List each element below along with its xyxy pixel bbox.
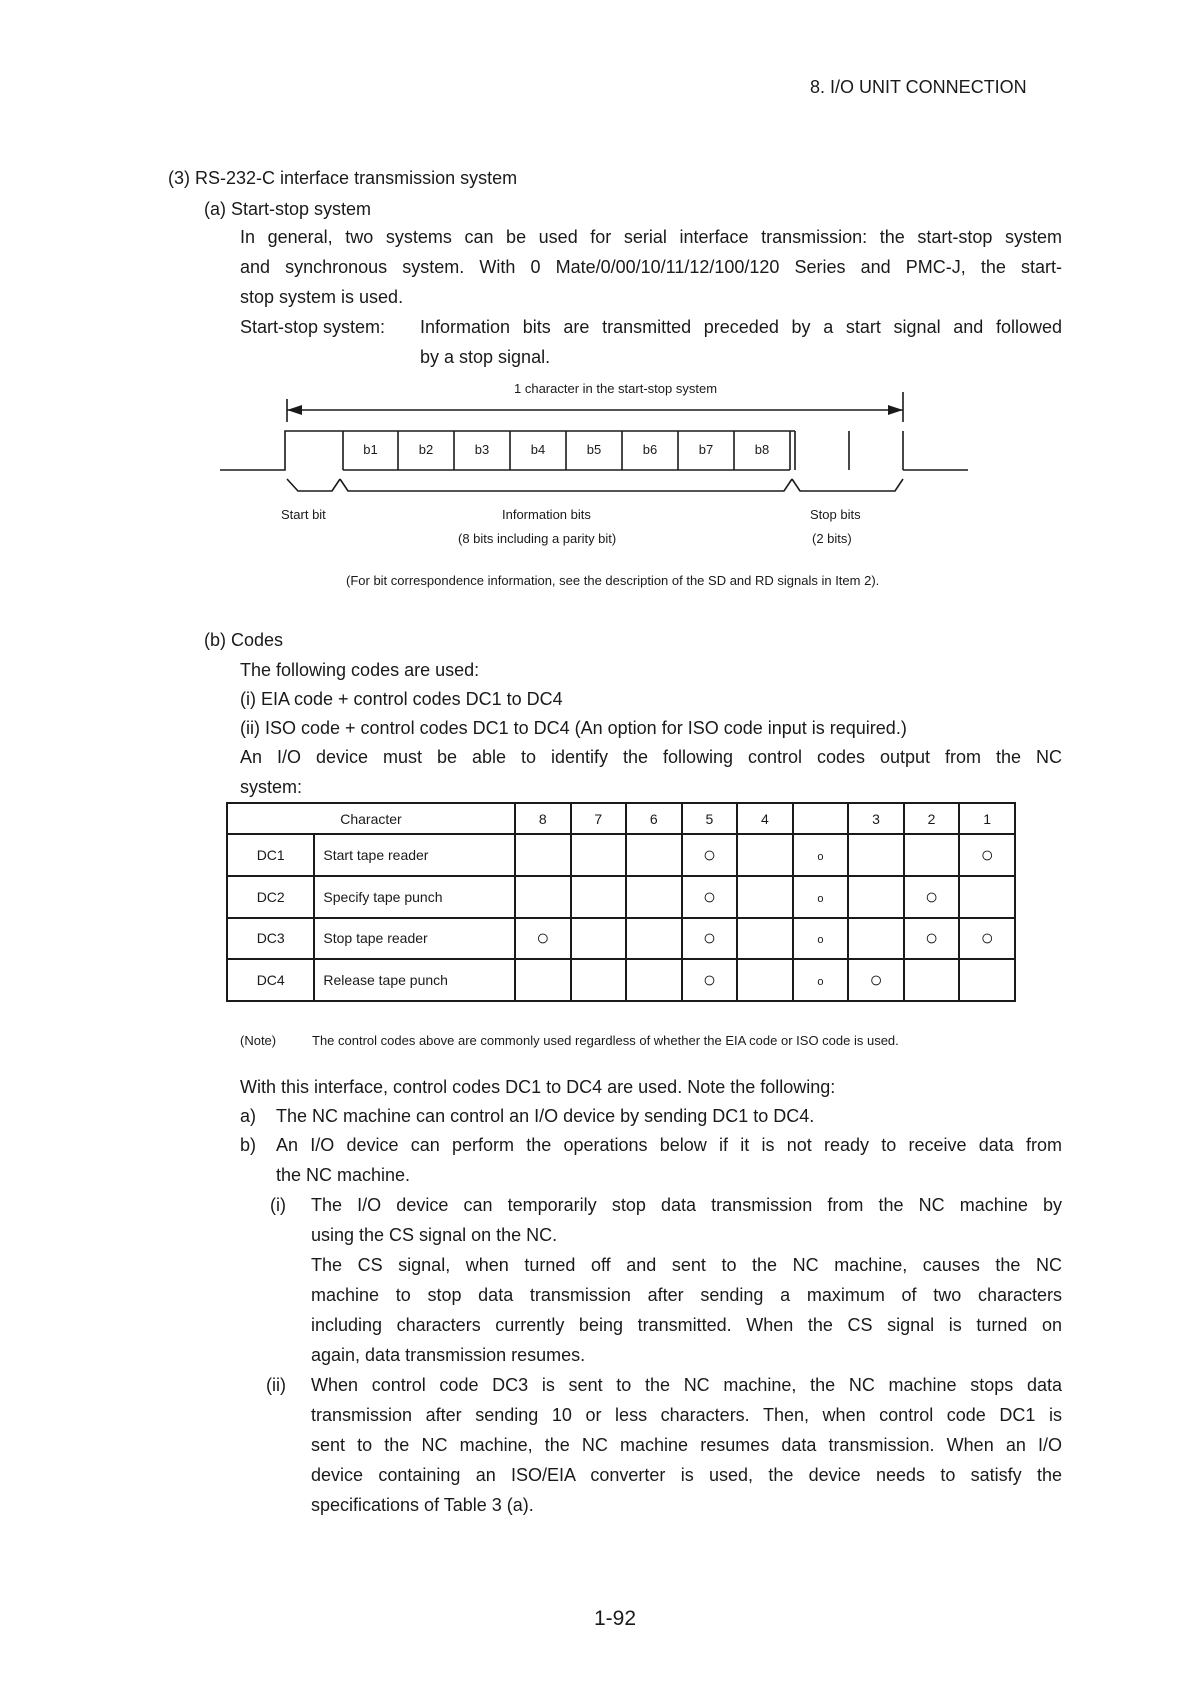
- bit-label: b2: [418, 442, 434, 457]
- list-item: (ii) ISO code + control codes DC1 to DC4 (An option for ISO code input is required.): [240, 718, 907, 738]
- paragraph-line: device containing an ISO/EIA converter is used, the device needs to satisfy the: [311, 1465, 1062, 1485]
- list-marker: b): [240, 1135, 257, 1155]
- bit-label: b4: [530, 442, 546, 457]
- feed-hole-mark: o: [817, 892, 824, 905]
- table-row: [227, 959, 1015, 1001]
- set-bit-mark: ○: [702, 883, 717, 909]
- bit-header: 3: [848, 803, 904, 834]
- set-bit-mark: ○: [924, 883, 939, 909]
- control-codes-table: [226, 802, 1016, 1002]
- list-item: The NC machine can control an I/O device by sending DC1 to DC4.: [276, 1106, 815, 1126]
- description-cell: Specify tape punch: [314, 876, 515, 918]
- paragraph-line: including characters currently being transmitted. When the CS signal is turned on: [311, 1315, 1062, 1335]
- set-bit-mark: ○: [869, 967, 883, 993]
- table-note-label: (Note): [240, 1033, 277, 1048]
- bit-label: b8: [754, 442, 770, 457]
- code-cell: DC1: [227, 834, 314, 876]
- page-number: 1-92: [594, 1607, 637, 1630]
- start-bit-label: Start bit: [281, 507, 326, 522]
- list-marker: (ii): [266, 1375, 286, 1395]
- subsection-b-title: (b) Codes: [204, 630, 284, 650]
- definition-text: by a stop signal.: [420, 347, 551, 367]
- paragraph-line: using the CS signal on the NC.: [311, 1225, 558, 1245]
- paragraph-line: With this interface, control codes DC1 to DC4 are used. Note the following:: [240, 1077, 836, 1097]
- table-row: [227, 918, 1015, 960]
- feed-hole-mark: o: [817, 976, 824, 989]
- description-cell: Stop tape reader: [314, 918, 515, 960]
- paragraph-line: transmission after sending 10 or less characters. Then, when control code DC1 is: [311, 1405, 1062, 1425]
- bit-label: b6: [642, 442, 658, 457]
- list-marker: a): [240, 1106, 257, 1126]
- paragraph-line: When control code DC3 is sent to the NC machine, the NC machine stops data: [311, 1375, 1062, 1395]
- paragraph-line: In general, two systems can be used for serial interface transmission: the start-stop system: [240, 227, 1062, 247]
- information-bits-label: Information bits: [502, 507, 591, 522]
- code-cell: DC4: [227, 959, 314, 1001]
- bit-label: b3: [474, 442, 490, 457]
- code-cell: DC3: [227, 918, 314, 960]
- list-item: (i) EIA code + control codes DC1 to DC4: [240, 689, 563, 709]
- bit-header: 1: [959, 803, 1015, 834]
- set-bit-mark: ○: [924, 925, 939, 951]
- paragraph-line: and synchronous system. With 0 Mate/0/00/10/11/12/100/120 Series and PMC-J, the start-: [240, 257, 1062, 277]
- running-header: 8. I/O UNIT CONNECTION: [810, 77, 1027, 97]
- set-bit-mark: ○: [980, 925, 994, 951]
- definition-label: Start-stop system:: [240, 317, 386, 337]
- paragraph-line: The I/O device can temporarily stop data transmission from the NC machine by: [311, 1195, 1062, 1215]
- list-item: the NC machine.: [276, 1165, 411, 1185]
- paragraph-line: again, data transmission resumes.: [311, 1345, 586, 1365]
- table-note-text: The control codes above are commonly used regardless of whether the EIA code or ISO code is used.: [312, 1033, 899, 1048]
- code-cell: DC2: [227, 876, 314, 918]
- stop-bits-note: (2 bits): [812, 531, 852, 546]
- paragraph-line: The CS signal, when turned off and sent to the NC machine, causes the NC: [311, 1255, 1062, 1275]
- description-cell: Start tape reader: [314, 834, 515, 876]
- stop-bits-label: Stop bits: [810, 507, 861, 522]
- information-bits-note: (8 bits including a parity bit): [458, 531, 617, 546]
- description-cell: Release tape punch: [314, 959, 515, 1001]
- definition-text: Information bits are transmitted preceded by a start signal and followed: [420, 317, 1062, 337]
- set-bit-mark: ○: [702, 842, 717, 868]
- bit-header: 7: [571, 803, 627, 834]
- section-title: (3) RS-232-C interface transmission system: [168, 168, 518, 188]
- set-bit-mark: ○: [702, 967, 717, 993]
- bit-header: 4: [737, 803, 793, 834]
- paragraph-line: machine to stop data transmission after sending a maximum of two characters: [311, 1285, 1062, 1305]
- paragraph-line: An I/O device must be able to identify the following control codes output from the NC: [240, 747, 1062, 767]
- paragraph-line: stop system is used.: [240, 287, 404, 307]
- paragraph-line: sent to the NC machine, the NC machine resumes data transmission. When an I/O: [311, 1435, 1062, 1455]
- diagram-span-label: 1 character in the start-stop system: [514, 381, 718, 396]
- list-item: An I/O device can perform the operations below if it is not ready to receive data from: [276, 1135, 1062, 1155]
- bit-label: b5: [586, 442, 602, 457]
- paragraph-line: specifications of Table 3 (a).: [311, 1495, 534, 1515]
- feed-hole-mark: o: [817, 934, 824, 947]
- set-bit-mark: ○: [536, 925, 550, 951]
- table-header-row: [227, 803, 1015, 834]
- bit-label: b7: [698, 442, 714, 457]
- paragraph-line: The following codes are used:: [240, 660, 480, 680]
- set-bit-mark: ○: [702, 925, 717, 951]
- start-stop-timing-diagram: [0, 0, 1191, 600]
- paragraph-line: system:: [240, 777, 303, 797]
- bit-header: 8: [515, 803, 571, 834]
- diagram-note: (For bit correspondence information, see the description of the SD and RD signals in Item 2).: [346, 573, 880, 588]
- bit-header: 6: [626, 803, 682, 834]
- list-marker: (i): [270, 1195, 286, 1215]
- bit-header: 2: [904, 803, 960, 834]
- bit-header: [793, 803, 849, 834]
- bit-header: 5: [682, 803, 738, 834]
- bit-label: b1: [363, 442, 378, 457]
- subsection-a-title: (a) Start-stop system: [204, 199, 372, 219]
- table-row: [227, 876, 1015, 918]
- set-bit-mark: ○: [980, 842, 994, 868]
- character-header: Character: [227, 803, 515, 834]
- feed-hole-mark: o: [817, 851, 824, 864]
- table-row: [227, 834, 1015, 876]
